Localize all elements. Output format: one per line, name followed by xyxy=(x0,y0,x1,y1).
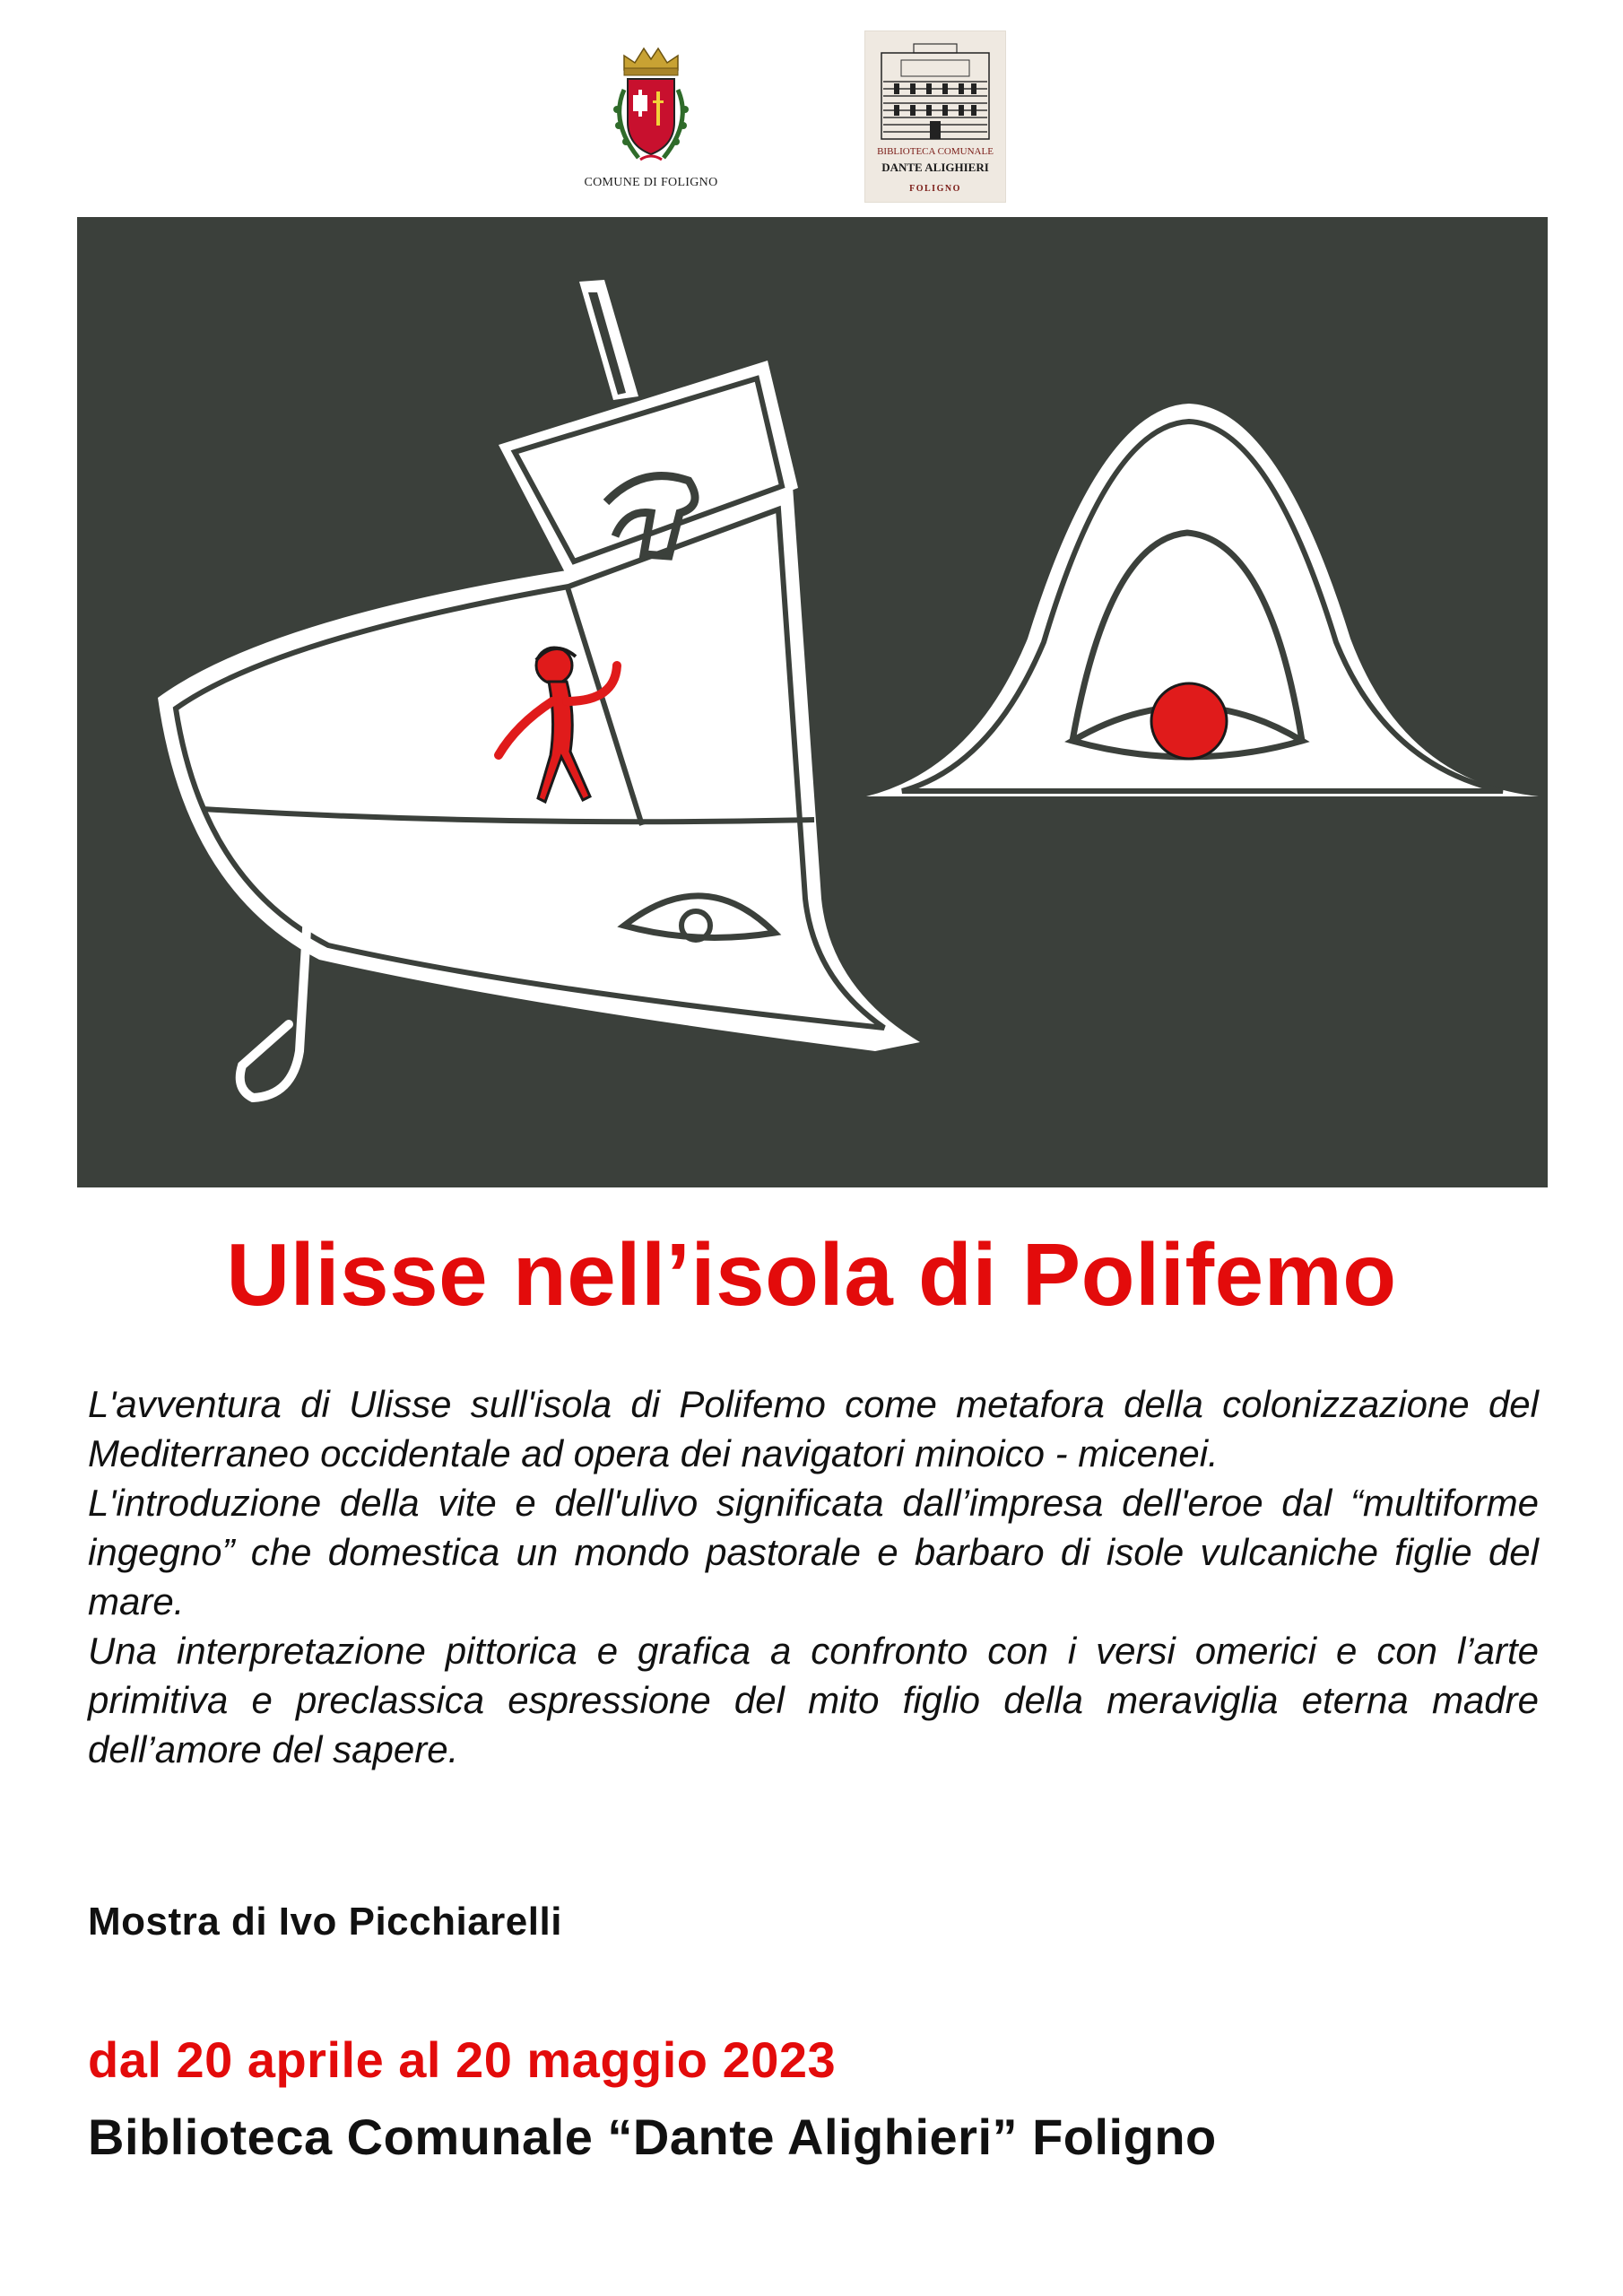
biblioteca-logo-line2: DANTE ALIGHIERI xyxy=(881,161,989,174)
exhibition-dates: dal 20 aprile al 20 maggio 2023 xyxy=(88,2031,837,2088)
ship-icon xyxy=(158,280,920,1098)
cyclops-eye-icon xyxy=(866,404,1539,796)
biblioteca-logo-line1: BIBLIOTECA COMUNALE xyxy=(877,146,994,157)
description-paragraph: L'introduzione della vite e dell'ulivo significata dall’impresa dell'eroe dal “multiforme ingegno” che domestica un mondo pastorale e barbaro di isole vulcaniche figlie del mare. xyxy=(88,1482,1539,1622)
poster-title: Ulisse nell’isola di Polifemo xyxy=(226,1225,1397,1324)
comune-di-foligno-logo xyxy=(563,30,739,201)
description-paragraph: Una interpretazione pittorica e grafica a confronto con i versi omerici e con l’arte primitiva e preclassica espressione del mito figlio della meraviglia eterna madre dell’amore del sapere. xyxy=(88,1630,1539,1770)
library-building-icon xyxy=(874,40,996,141)
artwork-painting xyxy=(77,217,1548,1187)
coat-of-arms-icon xyxy=(597,36,705,170)
biblioteca-logo-line3: FOLIGNO xyxy=(909,184,961,194)
comune-caption: COMUNE DI FOLIGNO xyxy=(584,176,718,189)
exhibition-author: Mostra di Ivo Picchiarelli xyxy=(88,1900,562,1944)
biblioteca-logo xyxy=(864,30,1006,203)
description-paragraph: L'avventura di Ulisse sull'isola di Polifemo come metafora della colonizzazione del Mediterraneo occidentale ad opera dei navigatori minoico - micenei. xyxy=(88,1383,1539,1474)
description xyxy=(88,1379,1539,1774)
exhibition-venue: Biblioteca Comunale “Dante Alighieri” Foligno xyxy=(88,2109,1217,2165)
